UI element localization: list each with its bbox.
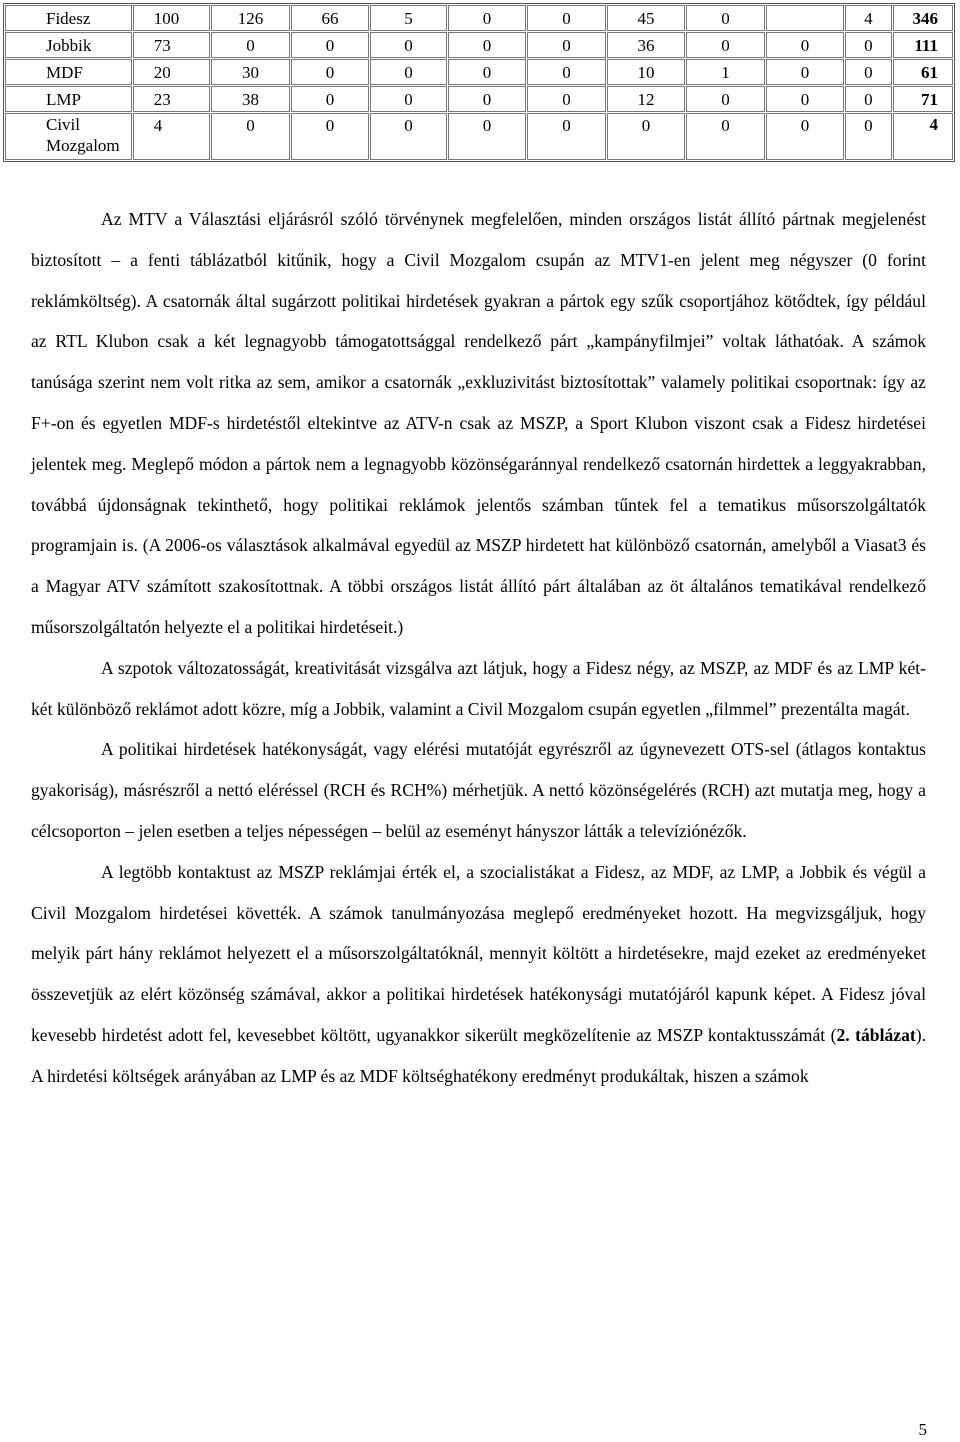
value-cell: 0: [291, 32, 370, 58]
value-cell: 0: [370, 86, 446, 112]
value-cell: 0: [291, 113, 370, 160]
value-cell: 12: [607, 86, 686, 112]
table-body: [5, 5, 953, 160]
table-row: [5, 86, 953, 112]
total-cell: 4: [893, 113, 953, 160]
value-cell: 100: [133, 5, 210, 31]
table-reference: 2. táblázat: [836, 1024, 916, 1045]
party-name-cell: [5, 113, 132, 160]
value-cell: 0: [845, 86, 891, 112]
value-cell: 0: [766, 32, 845, 58]
value-cell: 0: [370, 113, 446, 160]
table-row: [5, 59, 953, 85]
total-cell: 111: [893, 32, 953, 58]
party-name-cell: LMP: [5, 86, 132, 112]
paragraph-text: A legtöbb kontaktust az MSZP reklámjai érték el, a szocialistákat a Fidesz, az MDF, az LMP, a Jobbik és végül a Civil Mozgalom hirdetései követték. A számok tanulmányozása meglepő eredményeket hozott. Ha megvizsgáljuk, hogy melyik párt hány reklámot helyezett el a műsorszolgáltatóknál, mennyit költött a hirdetésekre, majd ezeket az eredményeket összevetjük az elért közönség számával, akkor a politikai hirdetések hatékonysági mutatójáról kapunk képet. A Fidesz jóval kevesebb hirdetést adott fel, kevesebbet költött, ugyanakkor sikerült megközelítenie az MSZP kontaktusszámát (: [31, 861, 926, 1045]
value-cell: 20: [133, 59, 210, 85]
value-cell: 0: [527, 59, 606, 85]
value-cell: 0: [211, 32, 290, 58]
party-name-cell: Jobbik: [5, 32, 132, 58]
value-cell: 0: [527, 113, 606, 160]
value-cell: 36: [607, 32, 686, 58]
value-cell: 0: [766, 113, 845, 160]
body-text: [31, 199, 926, 1097]
table-row: [5, 5, 953, 31]
total-cell: 346: [893, 5, 953, 31]
value-cell: 10: [607, 59, 686, 85]
value-cell: 0: [370, 32, 446, 58]
paragraph: [31, 852, 926, 1097]
value-cell: 0: [527, 32, 606, 58]
party-name-cell: MDF: [5, 59, 132, 85]
page-number: 5: [918, 1420, 927, 1439]
value-cell: 23: [133, 86, 210, 112]
paragraph: A politikai hirdetések hatékonyságát, vagy elérési mutatóját egyrészről az úgynevezett OTS-sel (átlagos kontaktus gyakoriság), másrészről a nettó eléréssel (RCH és RCH%) mérhetjük. A nettó közönségelérés (RCH) azt mutatja meg, hogy a célcsoporton – jelen esetben a teljes népességen – belül az eseményt hányszor látták a televíziónézők.: [31, 739, 926, 841]
value-cell: 66: [291, 5, 370, 31]
value-cell: 4: [845, 5, 891, 31]
value-cell: 1: [686, 59, 765, 85]
value-cell: 0: [686, 86, 765, 112]
value-cell: 0: [686, 32, 765, 58]
value-cell: 0: [448, 32, 527, 58]
value-cell: 0: [845, 59, 891, 85]
value-cell: 0: [766, 59, 845, 85]
value-cell: 0: [845, 32, 891, 58]
value-cell: 0: [448, 5, 527, 31]
paragraph-text: ). A hirdetési költségek arányában az LMP és az MDF költséghatékony eredményt produkáltak, hiszen a számok: [31, 1024, 926, 1086]
value-cell: 0: [291, 59, 370, 85]
value-cell: 126: [211, 5, 290, 31]
value-cell: 0: [448, 86, 527, 112]
value-cell: 0: [291, 86, 370, 112]
value-cell: 0: [527, 86, 606, 112]
paragraph: A szpotok változatosságát, kreativitását vizsgálva azt látjuk, hogy a Fidesz négy, az MSZP, az MDF és az LMP két-két különböző reklámot adott közre, míg a Jobbik, valamint a Civil Mozgalom csupán egyetlen „filmmel” prezentálta magát.: [31, 657, 926, 719]
total-cell: 71: [893, 86, 953, 112]
value-cell: 0: [766, 86, 845, 112]
value-cell: 0: [686, 5, 765, 31]
value-cell: 0: [527, 5, 606, 31]
value-cell: 0: [448, 113, 527, 160]
party-name-line: Civil: [46, 115, 81, 134]
ads-table: [3, 3, 955, 162]
table-row: [5, 113, 953, 160]
paragraph: Az MTV a Választási eljárásról szóló törvénynek megfelelően, minden országos listát állító pártnak megjelenést biztosított – a fenti táblázatból kitűnik, hogy a Civil Mozgalom csupán az MTV1-en jelent meg négyszer (0 forint reklámköltség). A csatornák által sugárzott politikai hirdetések gyakran a pártok egy szűk csoportjához kötődtek, így például az RTL Klubon csak a két legnagyobb támogatottsággal rendelkező párt „kampányfilmjei” voltak láthatóak. A számok tanúsága szerint nem volt ritka az sem, amikor a csatornák „exkluzivitást biztosítottak” valamely politikai csoportnak: így az F+-on és egyetlen MDF-s hirdetéstől eltekintve az ATV-n csak az MSZP, a Sport Klubon viszont csak a Fidesz hirdetései jelentek meg. Meglepő módon a pártok nem a legnagyobb közönségaránnyal rendelkező csatornán hirdettek a leggyakrabban, továbbá újdonságnak tekinthető, hogy politikai reklámok jelentős számban tűntek fel a tematikus műsorszolgáltatók programjain is. (A 2006-os választások alkalmával egyedül az MSZP hirdetett hat különböző csatornán, amelyből a Viasat3 és a Magyar ATV számított szakosítottnak. A többi országos listát állító párt általában az öt általános tematikával rendelkező műsorszolgáltatón helyezte el a politikai hirdetéseit.): [31, 209, 926, 637]
value-cell: 30: [211, 59, 290, 85]
value-cell: 45: [607, 5, 686, 31]
value-cell: 0: [370, 59, 446, 85]
table-row: [5, 32, 953, 58]
value-cell: 0: [607, 113, 686, 160]
party-name-line: Mozgalom: [46, 136, 120, 155]
value-cell: 0: [845, 113, 891, 160]
value-cell: 0: [686, 113, 765, 160]
value-cell: 5: [370, 5, 446, 31]
value-cell: [766, 5, 845, 31]
party-name-cell: Fidesz: [5, 5, 132, 31]
value-cell: 4: [133, 113, 210, 160]
value-cell: 0: [211, 113, 290, 160]
value-cell: 0: [448, 59, 527, 85]
total-cell: 61: [893, 59, 953, 85]
value-cell: 73: [133, 32, 210, 58]
value-cell: 38: [211, 86, 290, 112]
